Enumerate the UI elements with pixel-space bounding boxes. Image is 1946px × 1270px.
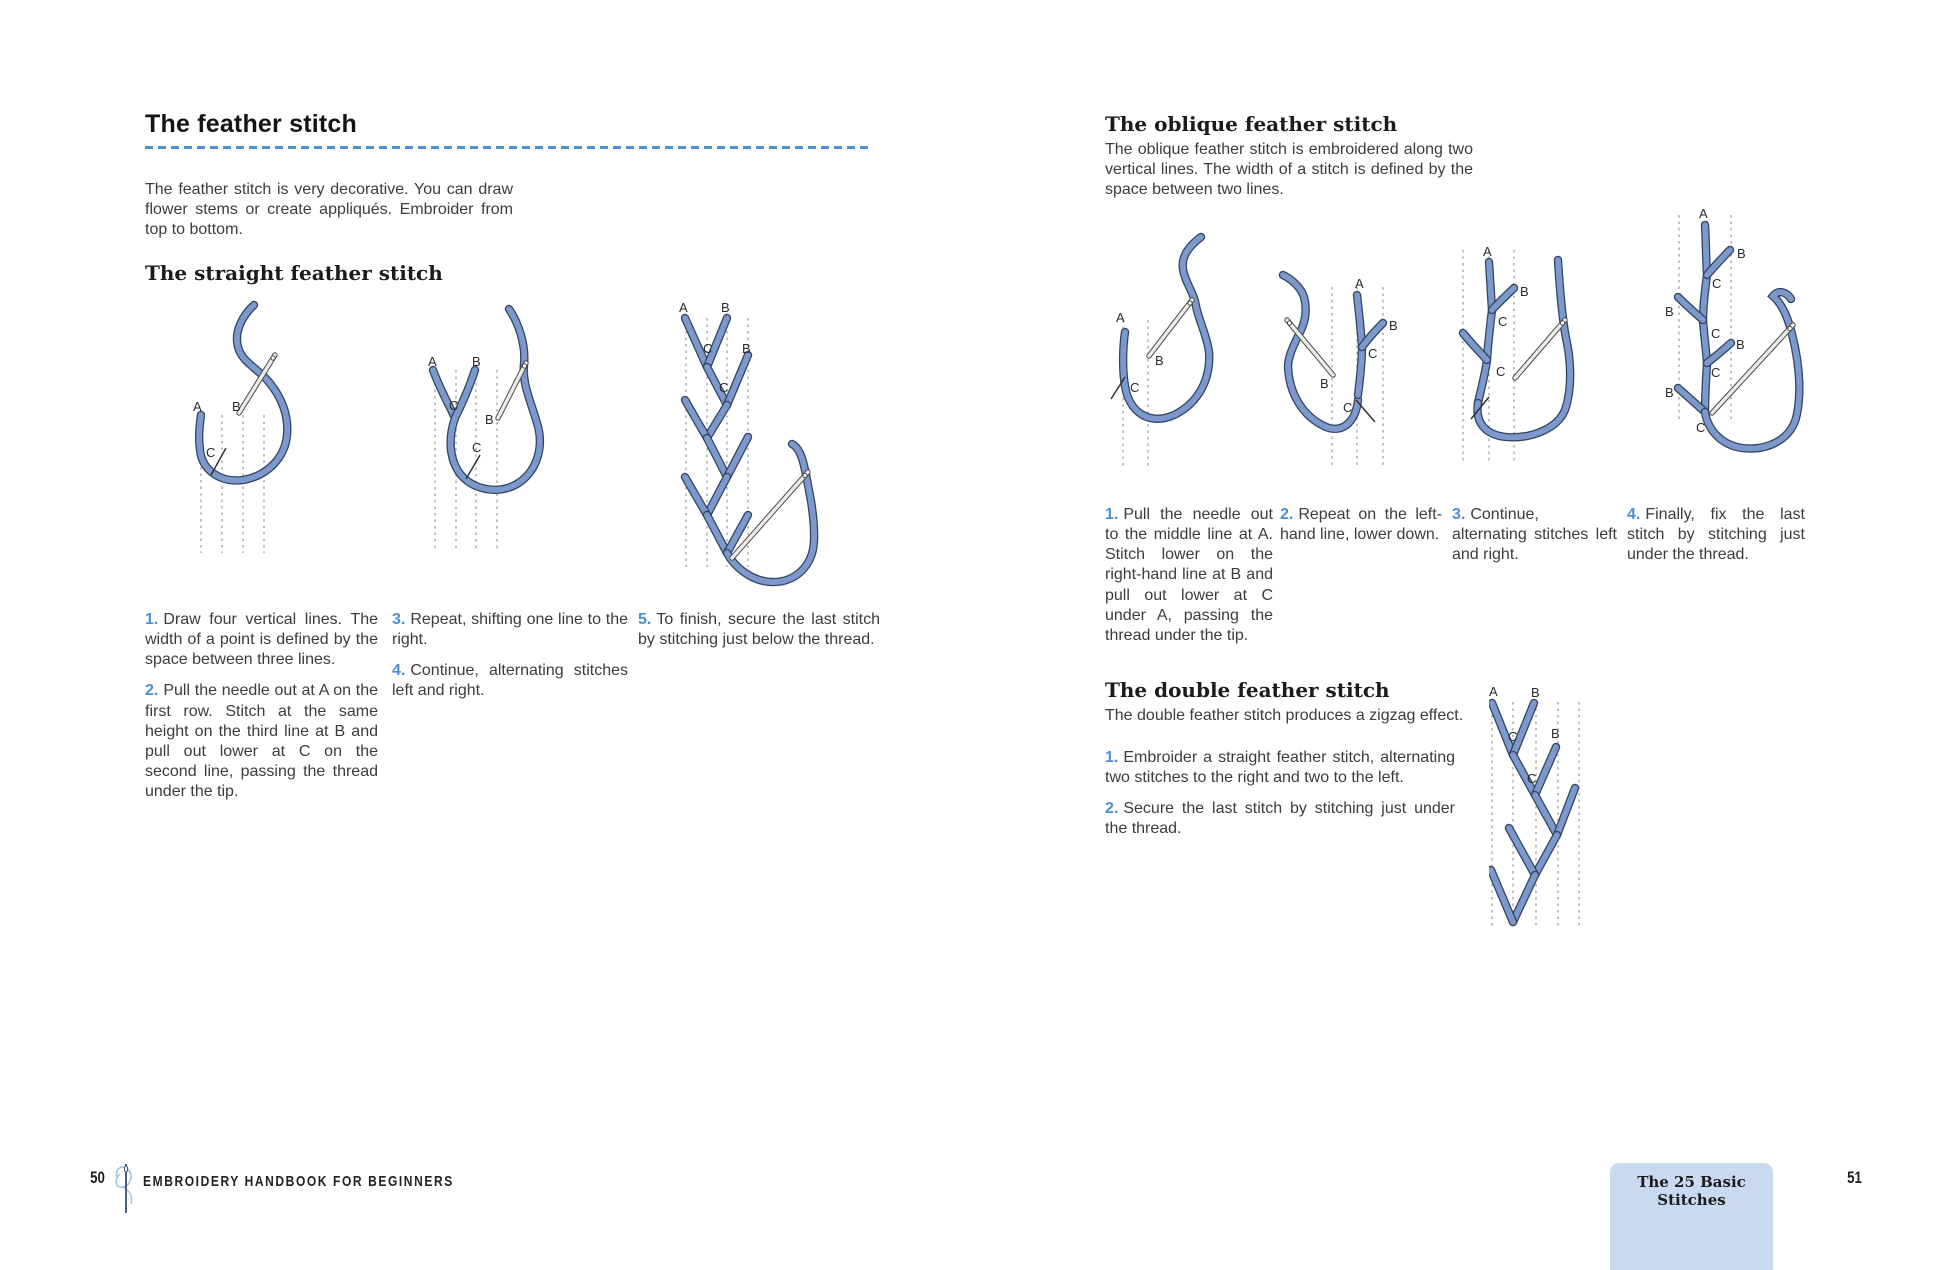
label-c4: C — [1696, 420, 1706, 435]
double-intro: The double feather stitch produces a zigzag effect. — [1105, 707, 1464, 724]
step-text: Continue, alternating stitches left and right. — [1452, 506, 1617, 564]
step-5 — [638, 610, 880, 650]
label-a: A — [1355, 276, 1364, 291]
step-text: Continue, alternating stitches left and right. — [392, 662, 628, 700]
label-c3: C — [1711, 365, 1721, 380]
label-c: C — [1508, 729, 1518, 744]
label-c: C — [1130, 380, 1140, 395]
needle-thread-logo-icon — [111, 1160, 141, 1218]
diagram-straight-step5 — [672, 292, 887, 612]
step-1 — [145, 610, 378, 670]
step-number: 2. — [1105, 800, 1119, 818]
book-title-footer: EMBROIDERY HANDBOOK FOR BEGINNERS — [143, 1173, 454, 1190]
step-text: Secure the last stitch by stitching just under the thread. — [1105, 800, 1455, 838]
label-a: A — [679, 300, 688, 315]
label-a: A — [1489, 684, 1498, 699]
label-b2: B — [742, 341, 751, 356]
label-c2: C — [1711, 326, 1721, 341]
step-3 — [1452, 505, 1617, 565]
needle-icon — [1515, 320, 1565, 378]
diagram-straight-step3 — [425, 292, 645, 602]
label-b: B — [1531, 685, 1540, 700]
oblique-feather-heading: The oblique feather stitch — [1105, 112, 1398, 136]
step-3 — [392, 610, 628, 650]
label-b: B — [1520, 284, 1529, 299]
step-text: Draw four vertical lines. The width of a point is defined by the space between three lines. — [145, 611, 378, 669]
oblique-intro: The oblique feather stitch is embroidered along two vertical lines. The width of a stitch is defined by the space between two lines. — [1105, 141, 1473, 199]
step-number: 4. — [392, 662, 406, 680]
straight-feather-heading: The straight feather stitch — [145, 261, 443, 285]
step-4 — [392, 661, 628, 701]
step-2 — [1105, 799, 1455, 839]
oblique-steps-column-1 — [1105, 505, 1273, 657]
label-b: B — [472, 354, 481, 369]
step-number: 4. — [1627, 506, 1641, 523]
label-a: A — [1116, 310, 1125, 325]
page-title: The feather stitch — [145, 110, 357, 138]
label-c: C — [1712, 276, 1722, 291]
step-number: 1. — [1105, 506, 1119, 523]
oblique-steps-column-2 — [1280, 505, 1442, 556]
step-number: 3. — [392, 611, 406, 628]
label-b: B — [1320, 376, 1329, 391]
label-c: C — [703, 341, 713, 356]
step-number: 1. — [145, 611, 159, 628]
oblique-steps-column-3 — [1452, 505, 1617, 576]
step-text: Pull the needle out at A on the first row. Stitch at the same height on the third line at B and pull out lower at C on the second line, passing the thread under the tip. — [145, 682, 378, 801]
diagram-oblique-step3 — [1452, 238, 1592, 498]
label-c: C — [1368, 346, 1378, 361]
steps-column-2 — [392, 610, 628, 713]
step-text: Pull the needle out to the middle line at A. Stitch lower on the right-hand line at B and pull out lower at C under A, passing the thread under the tip. — [1105, 506, 1273, 644]
diagram-oblique-step2 — [1272, 248, 1417, 488]
needle-icon — [498, 363, 527, 418]
needle-icon — [1149, 300, 1192, 356]
step-text: Repeat on the left-hand line, lower down. — [1280, 506, 1442, 544]
label-c2: C — [1496, 364, 1506, 379]
step-number: 2. — [1280, 506, 1294, 523]
chapter-tab — [1610, 1163, 1773, 1270]
label-b: B — [1737, 246, 1746, 261]
label-c: C — [1498, 314, 1508, 329]
chapter-tab-label: The 25 Basic Stitches — [1637, 1173, 1746, 1209]
oblique-steps-column-4 — [1627, 505, 1805, 576]
step-number: 1. — [1105, 749, 1119, 766]
step-text: Finally, fix the last stitch by stitching just under the thread. — [1627, 506, 1805, 564]
steps-column-3 — [638, 610, 880, 661]
thread — [1491, 703, 1575, 922]
needle-icon — [1712, 325, 1793, 413]
label-b: B — [232, 399, 241, 414]
label-a: A — [428, 354, 437, 369]
step-1 — [1105, 505, 1273, 646]
page-number-left: 50 — [90, 1168, 105, 1187]
label-c2: C — [719, 380, 729, 395]
intro-paragraph: The feather stitch is very decorative. You can draw flower stems or create appliqués. Embroider from top to bottom. — [145, 181, 513, 239]
label-c2: C — [1527, 771, 1537, 786]
steps-column-1 — [145, 610, 378, 813]
step-number: 2. — [145, 682, 159, 700]
label-b2: B — [1665, 304, 1674, 319]
label-b2: B — [1551, 726, 1560, 741]
step-4 — [1627, 505, 1805, 565]
diagram-straight-step2 — [185, 295, 345, 575]
step-text: To finish, secure the last stitch by stitching just below the thread. — [638, 611, 880, 649]
label-c: C — [449, 398, 459, 413]
double-feather-heading: The double feather stitch — [1105, 678, 1390, 702]
step-1 — [1105, 748, 1455, 788]
diagram-oblique-step4 — [1652, 200, 1852, 465]
label-b2: B — [1389, 318, 1398, 333]
diagram-oblique-step1 — [1100, 222, 1235, 477]
diagram-double-feather — [1489, 683, 1674, 963]
page-number-right: 51 — [1847, 1168, 1862, 1187]
label-a: A — [1699, 206, 1708, 221]
step-number: 3. — [1452, 506, 1466, 523]
double-steps — [1105, 748, 1455, 851]
label-b2: B — [485, 412, 494, 427]
step-text: Embroider a straight feather stitch, alternating two stitches to the right and two to the left. — [1105, 749, 1455, 787]
step-number: 5. — [638, 611, 652, 628]
thread — [1463, 260, 1570, 437]
label-b3: B — [1736, 337, 1745, 352]
step-2 — [145, 681, 378, 802]
thread — [685, 318, 814, 582]
label-b: B — [721, 300, 730, 315]
stitch-tick — [466, 455, 480, 479]
label-a: A — [193, 399, 202, 414]
label-a: A — [1483, 244, 1492, 259]
label-b4: B — [1665, 385, 1674, 400]
label-b: B — [1155, 353, 1164, 368]
label-c: C — [206, 445, 216, 460]
step-text: Repeat, shifting one line to the right. — [392, 611, 628, 649]
label-c2: C — [1343, 400, 1353, 415]
step-2 — [1280, 505, 1442, 545]
title-dashed-rule — [145, 146, 869, 149]
label-c2: C — [472, 440, 482, 455]
